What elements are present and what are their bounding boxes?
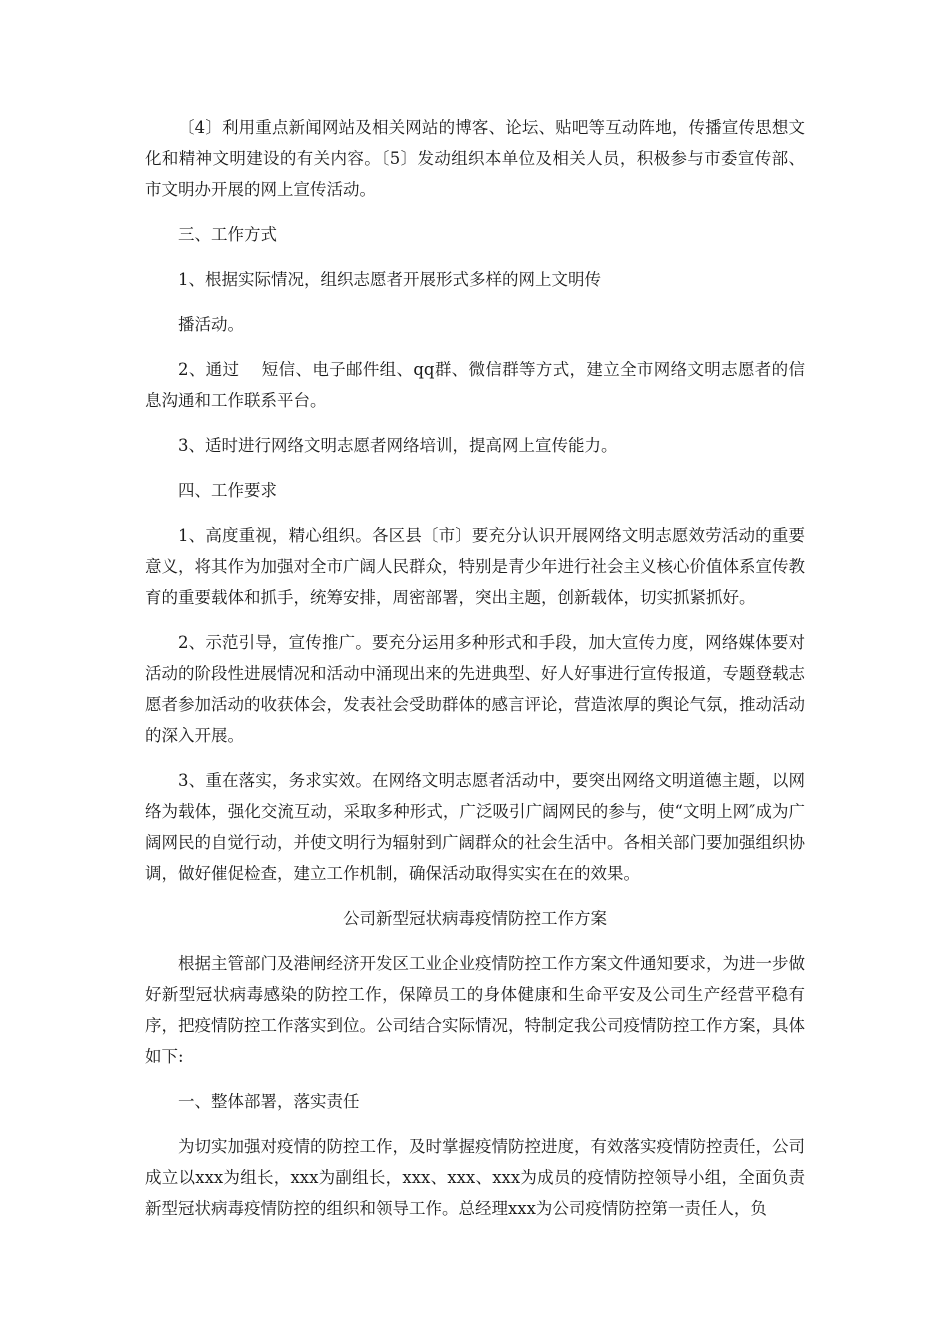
method-item-1-line-1: 1、根据实际情况，组织志愿者开展形式多样的网上文明传 xyxy=(178,270,601,289)
plan-body-1: 为切实加强对疫情的防控工作，及时掌握疫情防控进度，有效落实疫情防控责任，公司成立以xxx为组长，xxx为副组长，xxx、xxx、xxx为成员的疫情防控领导小组，全面负责新型冠状病毒疫情防控的组织和领导工作。总经理xxx为公司疫情防控第一责任人，负 xyxy=(145,1137,805,1218)
paragraph-items-4-5: 〔4〕利用重点新闻网站及相关网站的博客、论坛、贴吧等互动阵地，传播宣传思想文化和精神文明建设的有关内容。〔5〕发动组织本单位及相关人员，积极参与市委宣传部、市文明办开展的网上宣传活动。 xyxy=(145,118,805,199)
plan-heading-1: 一、整体部署，落实责任 xyxy=(178,1092,360,1111)
section-heading-work-methods: 三、工作方式 xyxy=(178,225,277,244)
requirement-item-1: 1、高度重视，精心组织。各区县〔市〕要充分认识开展网络文明志愿效劳活动的重要意义，将其作为加强对全市广阔人民群众，特别是青少年进行社会主义核心价值体系宣传教育的重要载体和抓手，统筹安排，周密部署，突出主题，创新载体，切实抓紧抓好。 xyxy=(145,526,805,607)
plan-intro: 根据主管部门及港闸经济开发区工业企业疫情防控工作方案文件通知要求，为进一步做好新型冠状病毒感染的防控工作，保障员工的身体健康和生命平安及公司生产经营平稳有序，把疫情防控工作落实到位。公司结合实际情况，特制定我公司疫情防控工作方案，具体如下: xyxy=(145,954,805,1066)
requirement-item-2: 2、示范引导，宣传推广。要充分运用多种形式和手段，加大宣传力度，网络媒体要对活动的阶段性进展情况和活动中涌现出来的先进典型、好人好事进行宣传报道，专题登载志愿者参加活动的收获体会，发表社会受助群体的感言评论，营造浓厚的舆论气氛，推动活动的深入开展。 xyxy=(145,633,805,745)
section-heading-work-requirements: 四、工作要求 xyxy=(178,481,277,500)
plan-title: 公司新型冠状病毒疫情防控工作方案 xyxy=(343,909,607,928)
requirement-item-3: 3、重在落实，务求实效。在网络文明志愿者活动中，要突出网络文明道德主题，以网络为载体，强化交流互动，采取多种形式，广泛吸引广阔网民的参与，使“文明上网″成为广阔网民的自觉行动，并使文明行为辐射到广阔群众的社会生活中。各相关部门要加强组织协调，做好催促检查，建立工作机制，确保活动取得实实在在的效果。 xyxy=(145,771,805,883)
method-item-3: 3、适时进行网络文明志愿者网络培训，提高网上宣传能力。 xyxy=(178,436,618,455)
method-item-1-line-2: 播活动。 xyxy=(178,315,244,334)
method-item-2: 2、通过 短信、电子邮件组、qq群、微信群等方式，建立全市网络文明志愿者的信息沟通和工作联系平台。 xyxy=(145,360,805,410)
